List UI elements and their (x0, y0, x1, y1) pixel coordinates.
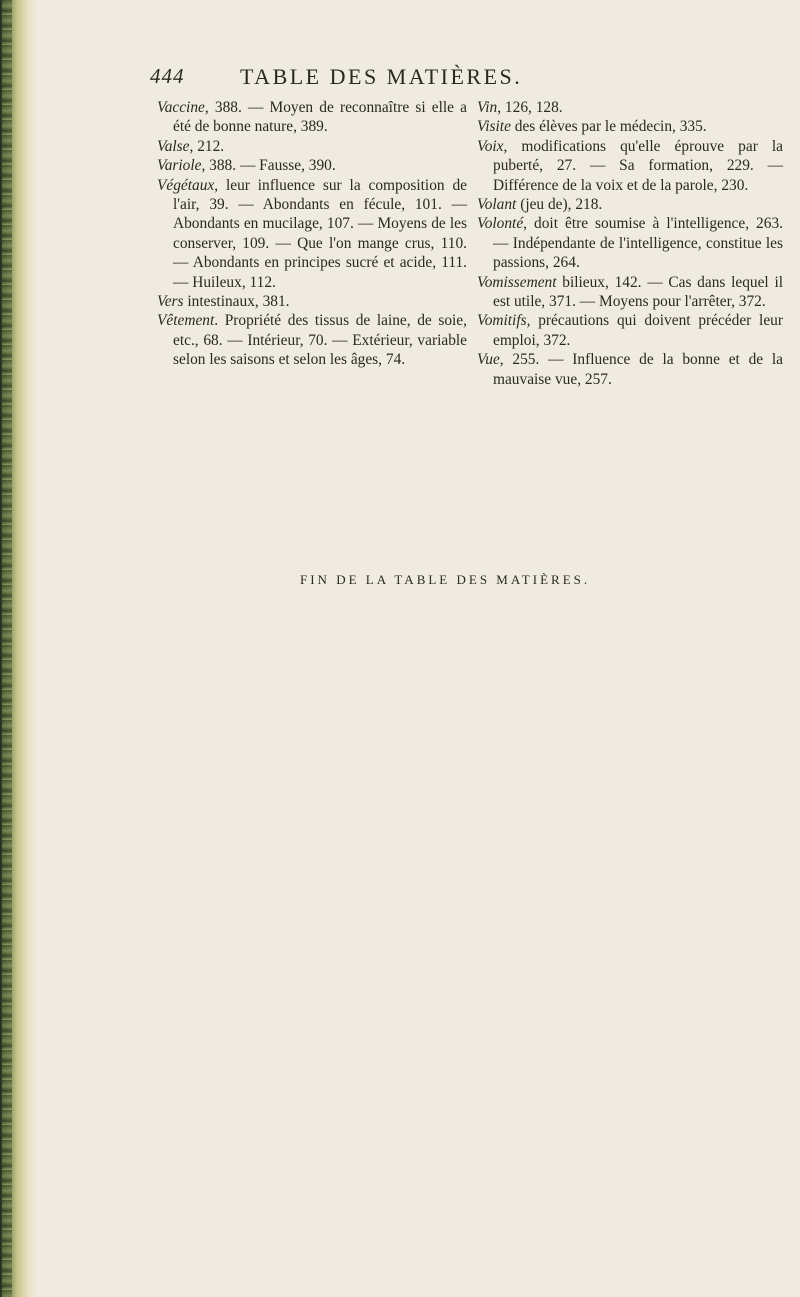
index-term: Vers (157, 293, 184, 311)
index-entry (477, 137, 783, 195)
index-entry (157, 98, 467, 137)
index-term: Volant (477, 196, 517, 214)
index-entry (157, 156, 467, 175)
index-references: , 388. — Fausse, 390. (201, 157, 336, 175)
index-term: Variole (157, 157, 202, 175)
index-references: . Propriété des tissus de laine, de soie, etc., 68. — Intérieur, 70. — Extérieur, variable selon les saisons et selon les âges, 74. (173, 312, 467, 369)
page-number: 444 (150, 64, 185, 88)
index-references: intestinaux, 381. (183, 293, 290, 311)
index-entry (477, 311, 783, 350)
index-entry (477, 117, 783, 136)
index-term: Végétaux (157, 176, 215, 194)
index-entry (157, 176, 467, 292)
index-column-left (157, 98, 467, 370)
index-term: Visite (477, 118, 511, 136)
index-references: , 388. — Moyen de reconnaître si elle a été de bonne nature, 389. (173, 99, 467, 136)
index-references: , doit être soumise à l'intelligence, 263. — Indépendante de l'intelligence, constitue les passions, 264. (493, 215, 783, 272)
index-entry (157, 311, 467, 369)
index-term: Vin (477, 99, 498, 116)
index-column-right (477, 98, 783, 389)
index-entry (477, 214, 783, 272)
index-references: des élèves par le médecin, 335. (510, 118, 707, 136)
index-references: bilieux, 142. — Cas dans lequel il est utile, 371. — Moyens pour l'arrêter, 372. (493, 273, 783, 311)
index-term: Vomissement (477, 273, 557, 291)
index-term: Valse (157, 137, 190, 155)
index-entry (157, 137, 467, 156)
index-term: Vue (477, 351, 500, 369)
index-term: Vomitifs (477, 312, 527, 330)
index-references: (jeu de), 218. (516, 196, 603, 214)
index-entry (477, 195, 783, 214)
running-header (150, 64, 770, 94)
index-entry (477, 273, 783, 312)
index-references: , leur influence sur la composition de l'air, 39. — Abondants en fécule, 101. — Abondants en mucilage, 107. — Moyens de les conserver, 109. — Que l'on mange crus, 110. — Abondants en principes sucré et acide, 111. — Huileux, 112. (173, 176, 467, 291)
index-references: , 126, 128. (497, 99, 563, 116)
index-term: Vêtement (157, 312, 215, 330)
running-title: TABLE DES MATIÈRES. (240, 64, 523, 89)
index-references: , précautions qui doivent précéder leur emploi, 372. (493, 312, 783, 349)
index-references: , modifications qu'elle éprouve par la puberté, 27. — Sa formation, 229. — Différence de la voix et de la parole, 230. (493, 137, 783, 194)
index-entry (477, 98, 783, 117)
index-references: , 255. — Influence de la bonne et de la mauvaise vue, 257. (493, 351, 783, 388)
index-term: Volonté (477, 215, 524, 233)
end-of-table-colophon: FIN DE LA TABLE DES MATIÈRES. (300, 572, 591, 587)
index-entry (477, 350, 783, 389)
index-references: , 212. (189, 137, 225, 155)
index-entry (157, 292, 467, 311)
index-term: Vaccine (157, 99, 205, 116)
index-term: Voix (477, 137, 504, 155)
